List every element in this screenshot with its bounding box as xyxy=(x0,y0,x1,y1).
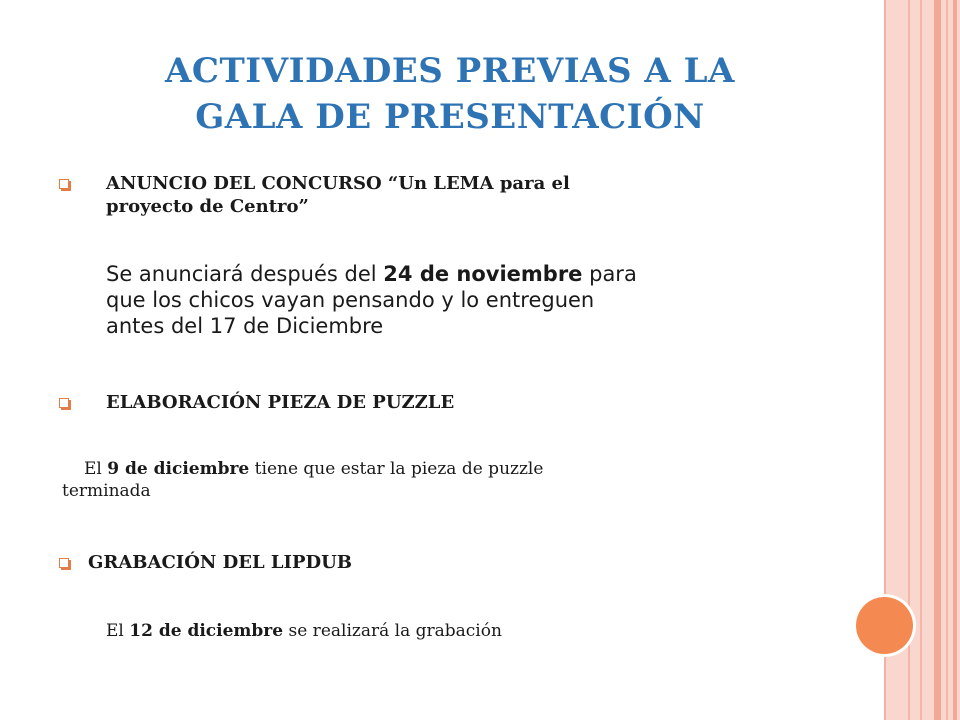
title-line-2: GALA DE PRESENTACIÓN xyxy=(195,97,705,137)
item-1-date: 24 de noviembre xyxy=(383,262,583,286)
item-2-body-text: El xyxy=(84,459,108,479)
item-2-heading: ELABORACIÓN PIEZA DE PUZZLE xyxy=(106,392,455,413)
item-3-body-text: El xyxy=(106,621,130,641)
item-1-body-text: para xyxy=(582,262,637,286)
item-2-body-text: tiene que estar la pieza de puzzle xyxy=(249,459,544,479)
title-line-1: ACTIVIDADES PREVIAS A LA xyxy=(165,51,735,91)
item-2-body xyxy=(62,458,825,502)
item-3-date: 12 de diciembre xyxy=(129,621,284,641)
item-3-body xyxy=(106,620,806,642)
decorative-stripe xyxy=(934,0,941,720)
decorative-stripe xyxy=(953,0,957,720)
decorative-orange-circle xyxy=(856,597,913,654)
item-1-heading xyxy=(106,172,806,218)
checkbox-bullet-icon xyxy=(59,558,69,568)
item-2-body-line-2: terminada xyxy=(62,481,151,501)
item-1-body xyxy=(106,261,846,339)
item-1-body-line-3: antes del 17 de Diciembre xyxy=(106,314,384,338)
checkbox-bullet-icon xyxy=(59,398,69,408)
slide-title xyxy=(80,48,820,140)
item-2-date: 9 de diciembre xyxy=(107,459,250,479)
item-1-body-text: Se anunciará después del xyxy=(106,262,384,286)
decorative-stripe xyxy=(920,0,922,720)
item-3-body-text: se realizará la grabación xyxy=(283,621,502,641)
item-1-body-line-2: que los chicos vayan pensando y lo entreguen xyxy=(106,288,595,312)
item-1-heading-line-1: ANUNCIO DEL CONCURSO “Un LEMA para el xyxy=(106,173,570,194)
item-1-heading-line-2: proyecto de Centro” xyxy=(106,196,309,217)
item-3-heading: GRABACIÓN DEL LIPDUB xyxy=(88,552,353,573)
decorative-stripe xyxy=(946,0,948,720)
checkbox-bullet-icon xyxy=(59,179,69,189)
